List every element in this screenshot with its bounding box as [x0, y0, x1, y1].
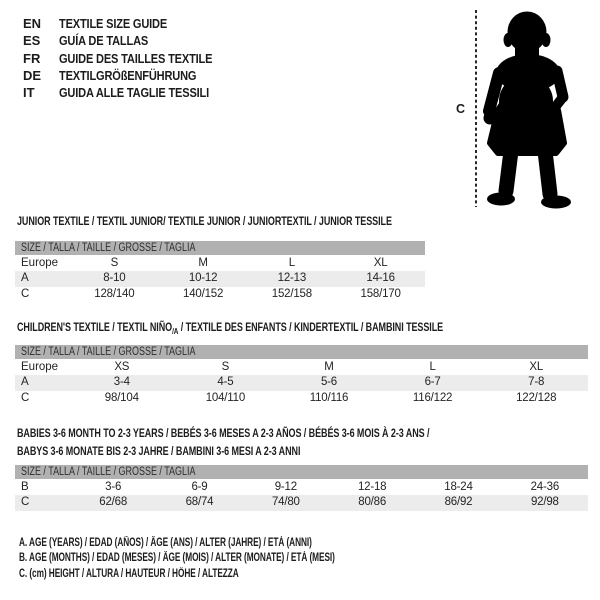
row-label: B — [21, 481, 29, 493]
footnote-line: C. (cm) HEIGHT / ALTURA / HAUTEUR / HÖHE / ALTEZZA — [19, 567, 239, 580]
size-value: 10-12 — [188, 272, 218, 284]
row-label: C — [21, 496, 30, 508]
section-title-line — [17, 320, 445, 335]
row-label: Europe — [21, 361, 59, 373]
size-value: 8-10 — [103, 272, 126, 284]
row-label: A — [21, 272, 29, 284]
size-header-text: SIZE / TALLA / TAILLE / GRÖSSE / TAGLIA — [21, 346, 196, 358]
size-table — [15, 241, 425, 302]
size-header-text: SIZE / TALLA / TAILLE / GRÖSSE / TAGLIA — [21, 242, 196, 254]
size-value: 68/74 — [185, 496, 214, 508]
size-value: 62/68 — [99, 496, 128, 508]
size-value: 98/104 — [104, 391, 139, 404]
size-value: 110/116 — [309, 391, 349, 404]
size-value: 24-36 — [530, 481, 560, 493]
table-row-europe — [15, 359, 588, 375]
size-value: 6-7 — [424, 376, 441, 388]
table-row-b — [15, 479, 588, 495]
language-row — [23, 50, 239, 67]
table-row-c — [15, 287, 425, 303]
size-value: 9-12 — [274, 481, 297, 493]
size-table-section — [15, 320, 588, 406]
section-title — [15, 214, 517, 228]
table-row-c — [15, 495, 588, 511]
size-header-bar — [15, 345, 588, 359]
size-value: 7-8 — [528, 376, 545, 388]
size-value: 3-4 — [113, 376, 130, 388]
size-value: XL — [529, 361, 544, 373]
footnote-line: A. AGE (YEARS) / EDAD (AÑOS) / ÂGE (ANS) / ALTER (JAHRE) / ETÀ (ANNI) — [19, 537, 312, 549]
size-value: L — [288, 257, 295, 269]
footnotes — [19, 536, 458, 582]
size-value: 14-16 — [366, 272, 395, 284]
section-title-line — [17, 214, 392, 228]
size-value: L — [429, 361, 436, 373]
height-measure-label: C — [456, 102, 466, 116]
size-table — [15, 345, 588, 406]
size-value: 86/92 — [444, 496, 473, 508]
size-table-section — [15, 214, 517, 302]
size-value: XL — [373, 257, 388, 269]
size-value: 122/128 — [516, 391, 557, 404]
language-row — [23, 67, 239, 84]
title-text: CHILDREN'S TEXTILE / TEXTIL NIÑO — [17, 320, 173, 334]
table-row-a — [15, 375, 588, 391]
language-row — [23, 15, 239, 32]
guide-title: GUÍA DE TALLAS — [59, 33, 149, 49]
title-text: JUNIOR TEXTILE / TEXTIL JUNIOR/ TEXTILE JUNIOR / JUNIORTEXTIL / JUNIOR TESSILE — [17, 214, 392, 228]
size-value: 158/170 — [360, 287, 401, 300]
size-value: M — [198, 257, 208, 269]
row-label: A — [21, 376, 29, 388]
size-header-bar — [15, 465, 588, 479]
size-value: 6-9 — [191, 481, 208, 493]
baby-silhouette — [484, 12, 572, 209]
row-label: C — [21, 287, 30, 300]
guide-title: GUIDA ALLE TAGLIE TESSILI — [59, 85, 210, 101]
title-text: BABIES 3-6 MONTH TO 2-3 YEARS / BEBÉS 3-6 MESES A 2-3 AÑOS / BÉBÉS 3-6 MOIS À 2-3 ANS / — [17, 426, 430, 440]
size-value: 152/158 — [271, 287, 312, 300]
language-row — [23, 32, 239, 49]
size-value: 92/98 — [530, 496, 559, 508]
size-value: S — [110, 257, 119, 269]
title-text: /A — [172, 325, 179, 336]
size-value: XS — [114, 361, 130, 373]
language-code: ES — [23, 33, 41, 49]
row-label: Europe — [21, 257, 59, 269]
section-title-line — [17, 424, 445, 442]
size-value: 128/140 — [94, 287, 135, 300]
section-title — [15, 320, 588, 335]
language-code: DE — [23, 67, 42, 83]
size-value: 116/122 — [412, 391, 453, 404]
size-value: 4-5 — [217, 376, 234, 388]
size-value: 5-6 — [320, 376, 337, 388]
language-code: FR — [23, 50, 41, 66]
size-value: 12-18 — [357, 481, 387, 493]
title-text: / TEXTILE DES ENFANTS / KINDERTEXTIL / BAMBINI TESSILE — [178, 320, 444, 334]
size-value: 80/86 — [358, 496, 387, 508]
section-title — [15, 424, 588, 460]
size-value: 140/152 — [183, 287, 224, 300]
section-title-line — [17, 442, 445, 460]
size-table — [15, 465, 588, 511]
title-text: BABYS 3-6 MONATE BIS 2-3 JAHRE / BAMBINI 3-6 MESI A 2-3 ANNI — [17, 444, 301, 458]
table-row-a — [15, 271, 425, 287]
size-value: S — [221, 361, 230, 373]
size-header-bar — [15, 241, 425, 255]
baby-figure — [450, 8, 600, 212]
size-value: 74/80 — [271, 496, 300, 508]
size-value: 18-24 — [444, 481, 473, 493]
size-value: 12-13 — [277, 272, 307, 284]
language-code: IT — [23, 85, 35, 101]
language-code: EN — [23, 16, 42, 31]
language-row — [23, 84, 239, 101]
size-table-section — [15, 424, 588, 511]
table-row-c — [15, 391, 588, 407]
language-header — [23, 15, 239, 101]
footnote-line: B. AGE (MONTHS) / EDAD (MESES) / ÂGE (MOIS) / ALTER (MONATE) / ETÀ (MESI) — [19, 552, 335, 565]
row-label: C — [21, 391, 30, 404]
guide-title: GUIDE DES TAILLES TEXTILE — [59, 50, 213, 66]
size-value: 3-6 — [105, 481, 122, 493]
table-row-europe — [15, 255, 425, 271]
size-header-text: SIZE / TALLA / TAILLE / GRÖSSE / TAGLIA — [21, 466, 196, 478]
size-value: 104/110 — [205, 391, 246, 404]
size-value: M — [324, 361, 334, 373]
guide-title: TEXTILGRÖßENFÜHRUNG — [59, 67, 197, 83]
guide-title: TEXTILE SIZE GUIDE — [59, 16, 168, 31]
